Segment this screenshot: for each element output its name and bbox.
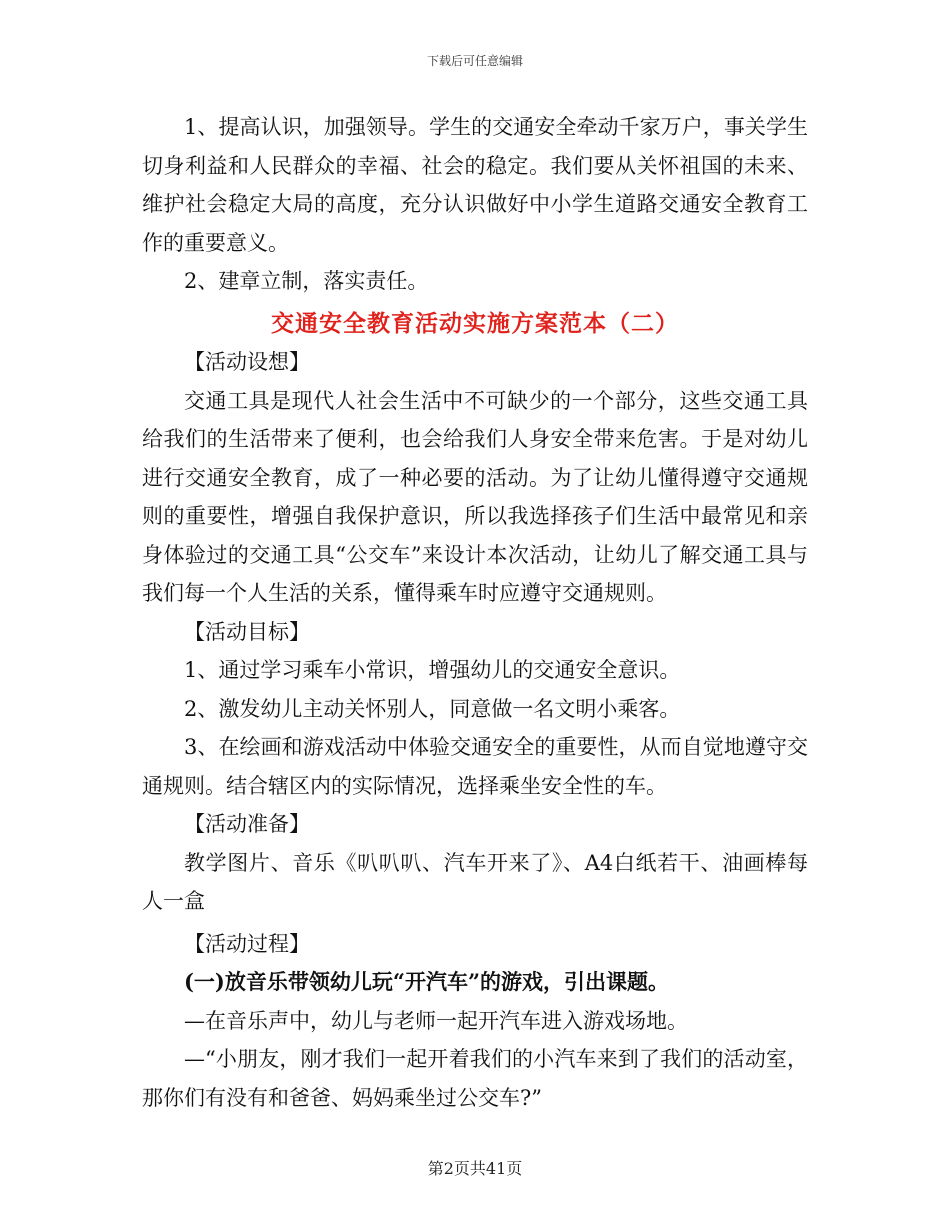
step1-line: —“小朋友，刚才我们一起开着我们的小汽车来到了我们的活动室，那你们有没有和爸爸、妈妈乘坐过公交车?” — [142, 1047, 808, 1110]
process-heading: 【活动过程】 — [184, 931, 310, 956]
goal-item: 2、激发幼儿主动关怀别人，同意做一名文明小乘客。 — [184, 696, 681, 721]
document-body — [142, 108, 808, 1117]
section1-item2: 2、建章立制，落实责任。 — [184, 269, 429, 293]
page-number: 第2页共41页 — [427, 1159, 523, 1178]
section1-item1: 1、提高认识，加强领导。学生的交通安全牵动千家万户，事关学生切身利益和人民群众的幸福、社会的稳定。我们要从关怀祖国的未来、维护社会稳定大局的高度，充分认识做好中小学生道路交通安全教育工作的重要意义。 — [142, 115, 808, 255]
goal-item: 3、在绘画和游戏活动中体验交通安全的重要性，从而自觉地遵守交通规则。结合辖区内的实际情况，选择乘坐安全性的车。 — [142, 735, 808, 798]
idea-heading: 【活动设想】 — [184, 350, 310, 374]
idea-text: 交通工具是现代人社会生活中不可缺少的一个部分，这些交通工具给我们的生活带来了便利，也会给我们人身安全带来危害。于是对幼儿进行交通安全教育，成了一种必要的活动。为了让幼儿懂得遵守交通规则的重要性，增强自我保护意识，所以我选择孩子们生活中最常见和亲身体验过的交通工具“公交车”来设计本次活动，让幼儿了解交通工具与我们每一个人生活的关系，懂得乘车时应遵守交通规则。 — [142, 388, 808, 605]
prep-heading: 【活动准备】 — [184, 812, 310, 836]
prep-text: 教学图片、音乐《叭叭叭、汽车开来了》、A4白纸若干、油画棒每人一盒 — [142, 850, 808, 913]
step1-line: —在音乐声中，幼儿与老师一起开汽车进入游戏场地。 — [184, 1008, 688, 1033]
header-note: 下载后可任意编辑 — [426, 54, 523, 68]
goal-heading: 【活动目标】 — [184, 619, 310, 644]
goal-item: 1、通过学习乘车小常识，增强幼儿的交通安全意识。 — [184, 658, 681, 682]
step1-heading: (一)放音乐带领幼儿玩“开汽车”的游戏，引出课题。 — [184, 969, 670, 994]
section-title: 交通安全教育活动实施方案范本（二） — [271, 309, 679, 337]
